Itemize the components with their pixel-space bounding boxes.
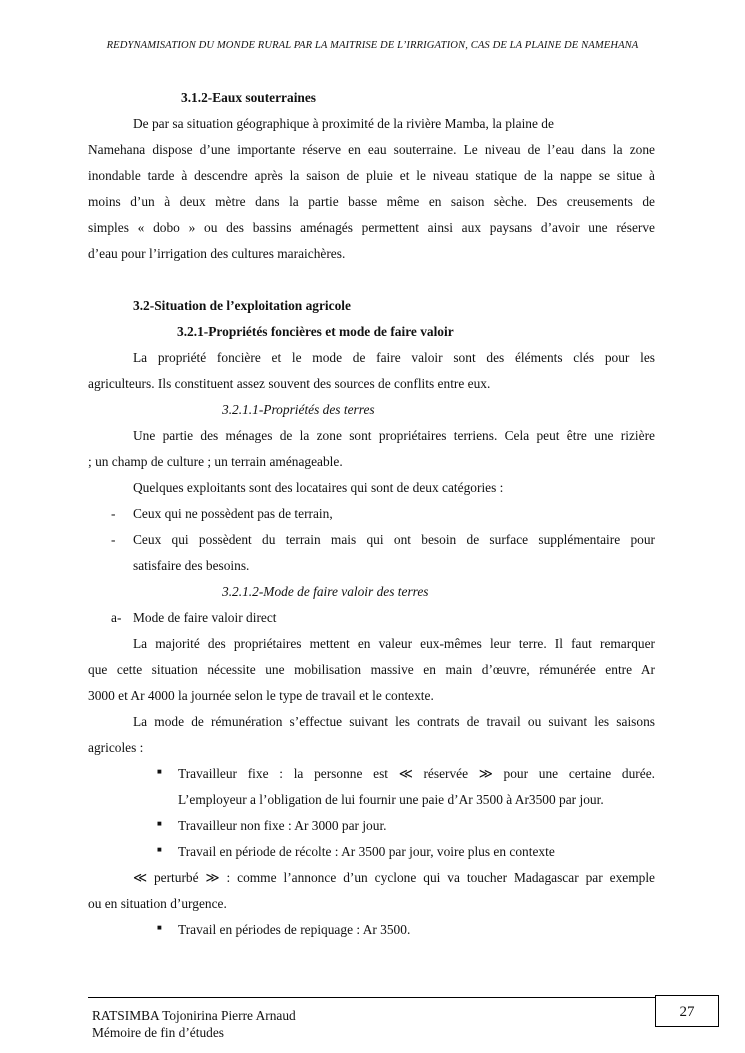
list-item: satisfaire des besoins.: [133, 558, 250, 573]
bullet-square-icon: ■: [157, 767, 162, 776]
paragraph-line: De par sa situation géographique à proximité de la rivière Mamba, la plaine de: [133, 116, 554, 131]
bullet-item: Travail en période de récolte : Ar 3500 par jour, voire plus en contexte: [178, 844, 555, 859]
paragraph-line: Une partie des ménages de la zone sont propriétaires terriens. Cela peut être une rizière: [133, 428, 655, 443]
footer-author: RATSIMBA Tojonirina Pierre Arnaud: [92, 1008, 296, 1023]
bullet-item: Travailleur fixe : la personne est ≪ réservée ≫ pour une certaine durée.: [178, 766, 655, 781]
bullet-square-icon: ■: [157, 845, 162, 854]
list-item: Ceux qui possèdent du terrain mais qui ont besoin de surface supplémentaire pour: [133, 532, 655, 547]
paragraph-line: ou en situation d’urgence.: [88, 896, 227, 911]
paragraph-line: La propriété foncière et le mode de faire valoir sont des éléments clés pour les: [133, 350, 655, 365]
section-heading-3-2: 3.2-Situation de l’exploitation agricole: [133, 298, 351, 313]
bullet-item: L’employeur a l’obligation de lui fournir une paie d’Ar 3500 à Ar3500 par jour.: [178, 792, 604, 807]
paragraph-line: simples « dobo » ou des bassins aménagés permettent ainsi aux paysans d’avoir une réserve: [88, 220, 655, 235]
section-heading-3-1-2: 3.1.2-Eaux souterraines: [181, 90, 317, 105]
paragraph-line: La mode de rémunération s’effectue suivant les contrats de travail ou suivant les saisons: [133, 714, 655, 729]
paragraph-line: Namehana dispose d’une importante réserve en eau souterraine. Le niveau de l’eau dans la zone: [88, 142, 655, 157]
paragraph-line: moins d’un à deux mètre dans la partie basse même en saison sèche. Des creusements de: [88, 194, 655, 209]
list-item: Ceux qui ne possèdent pas de terrain,: [133, 506, 333, 521]
item-a-label: Mode de faire valoir direct: [133, 610, 277, 625]
bullet-square-icon: ■: [157, 923, 162, 932]
dash-marker: -: [111, 532, 116, 547]
paragraph-line: d’eau pour l’irrigation des cultures maraichères.: [88, 246, 346, 261]
paragraph-line: ≪ perturbé ≫ : comme l’annonce d’un cyclone qui va toucher Madagascar par exemple: [133, 870, 655, 885]
paragraph-line: inondable tarde à descendre après la saison de pluie et le niveau statique de la nappe se situe à: [88, 168, 655, 183]
footer-rule: [88, 997, 656, 998]
dash-marker: -: [111, 506, 116, 521]
footer-subtitle: Mémoire de fin d’études: [92, 1025, 225, 1040]
paragraph-line: que cette situation nécessite une mobilisation massive en main d’œuvre, rémunérée entre Ar: [88, 662, 655, 677]
section-heading-3-2-1-1: 3.2.1.1-Propriétés des terres: [222, 402, 375, 417]
paragraph-line: 3000 et Ar 4000 la journée selon le type de travail et le contexte.: [88, 688, 434, 703]
bullet-square-icon: ■: [157, 819, 162, 828]
running-header: REDYNAMISATION DU MONDE RURAL PAR LA MAITRISE DE L’IRRIGATION, CAS DE LA PLAINE DE NAMEHANA: [106, 40, 639, 51]
paragraph-line: agricoles :: [88, 740, 144, 755]
paragraph-line: Quelques exploitants sont des locataires qui sont de deux catégories :: [133, 480, 504, 495]
bullet-item: Travail en périodes de repiquage : Ar 3500.: [178, 922, 411, 937]
paragraph-line: La majorité des propriétaires mettent en valeur eux-mêmes leur terre. Il faut remarquer: [133, 636, 655, 651]
paragraph-line: ; un champ de culture ; un terrain aménageable.: [88, 454, 343, 469]
section-heading-3-2-1-2: 3.2.1.2-Mode de faire valoir des terres: [222, 584, 429, 599]
bullet-item: Travailleur non fixe : Ar 3000 par jour.: [178, 818, 387, 833]
page-number: 27: [655, 995, 719, 1027]
section-heading-3-2-1: 3.2.1-Propriétés foncières et mode de faire valoir: [177, 324, 454, 339]
item-a-marker: a-: [111, 610, 122, 625]
paragraph-line: agriculteurs. Ils constituent assez souvent des sources de conflits entre eux.: [88, 376, 491, 391]
